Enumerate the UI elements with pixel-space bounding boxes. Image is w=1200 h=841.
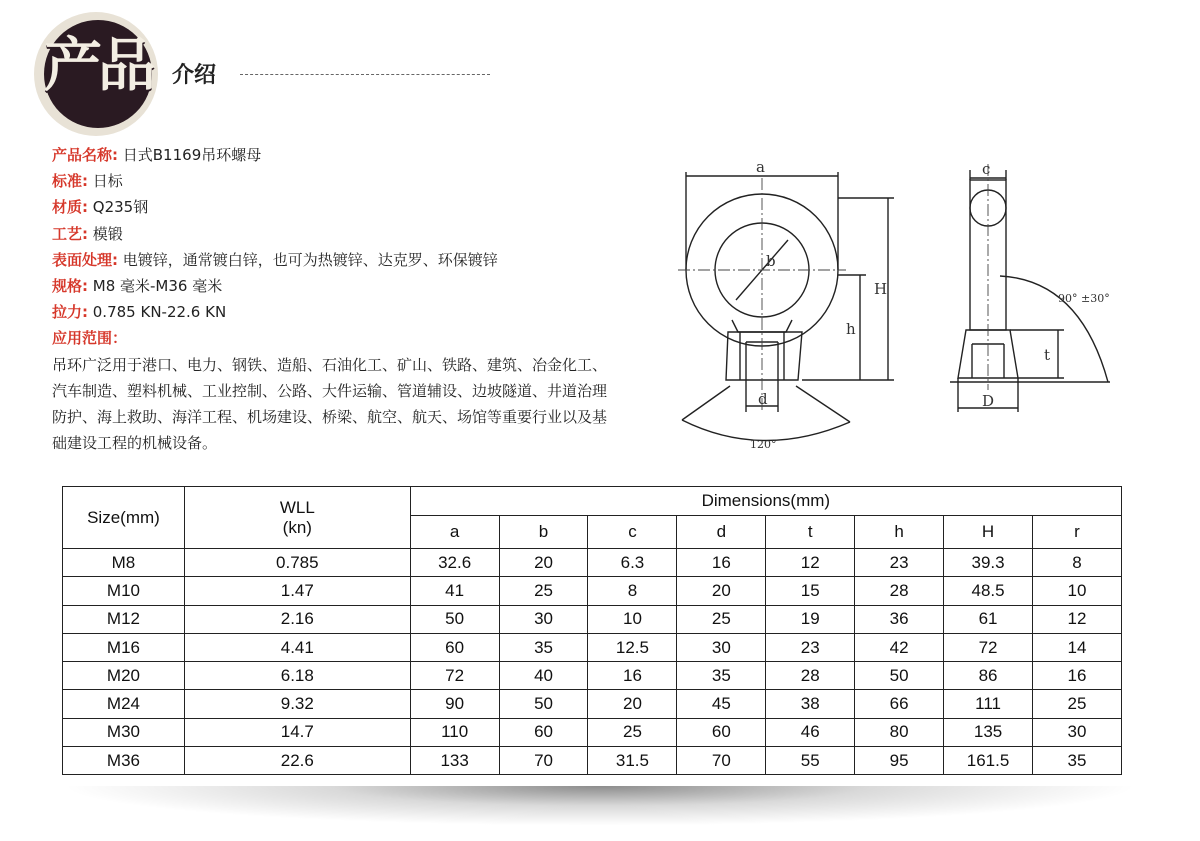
dimension-cell: 10 (1033, 577, 1122, 605)
info-label: 表面处理: (52, 250, 118, 269)
dimension-cell: 111 (944, 690, 1033, 718)
info-value: 0.785 KN-22.6 KN (88, 303, 227, 322)
dim-column-header: h (855, 516, 944, 549)
dimension-cell: 48.5 (944, 577, 1033, 605)
table-row (63, 605, 1122, 633)
dimension-cell: 31.5 (588, 747, 677, 775)
info-label: 规格: (52, 277, 88, 296)
dimension-cell: 50 (499, 690, 588, 718)
dimension-cell: 95 (855, 747, 944, 775)
info-label: 工艺: (52, 224, 88, 243)
size-cell: M30 (63, 718, 185, 746)
dimension-cell: 12.5 (588, 633, 677, 661)
info-label: 标准: (52, 172, 88, 191)
info-value: 日式B1169吊环螺母 (118, 146, 262, 164)
dimension-cell: 61 (944, 605, 1033, 633)
dimension-cell: 60 (499, 718, 588, 746)
eye-nut-drawing (660, 150, 1140, 460)
dimension-cell: 28 (766, 662, 855, 690)
dimension-cell: 110 (410, 718, 499, 746)
size-cell: M20 (63, 662, 185, 690)
dim-label-h: h (846, 320, 856, 338)
dimension-cell: 135 (944, 718, 1033, 746)
header-subtitle: 介绍 (172, 63, 217, 88)
wll-header (184, 487, 410, 549)
dim-column-header: r (1033, 516, 1122, 549)
dimensions-header: Dimensions(mm) (410, 487, 1121, 516)
wll-cell: 14.7 (184, 718, 410, 746)
table-header-row (63, 487, 1122, 516)
table-row (63, 577, 1122, 605)
scope-description: 吊环广泛用于港口、电力、钢铁、造船、石油化工、矿山、铁路、建筑、冶金化工、汽车制造、塑料机械、工业控制、公路、大件运输、管道辅设、边坡隧道、井道治理防护、海上救助、海洋工程、机场建设、桥梁、航空、航天、场馆等重要行业以及基础建设工程的机械设备。 (52, 355, 608, 453)
dimension-cell: 30 (677, 633, 766, 661)
header-badge-text: 产品 (44, 31, 153, 99)
dimension-cell: 35 (1033, 747, 1122, 775)
dimension-cell: 23 (855, 549, 944, 577)
dimension-cell: 16 (588, 662, 677, 690)
dimension-cell: 90 (410, 690, 499, 718)
bottom-shadow (60, 786, 1140, 826)
dimension-cell: 86 (944, 662, 1033, 690)
dim-label-b: b (766, 252, 776, 270)
wll-header-unit: (kn) (282, 517, 312, 537)
info-label: 产品名称: (52, 146, 118, 164)
wll-header-label: WLL (279, 497, 315, 517)
dimension-cell: 55 (766, 747, 855, 775)
dimension-cell: 36 (855, 605, 944, 633)
dimension-cell: 66 (855, 690, 944, 718)
dimension-cell: 70 (677, 747, 766, 775)
dim-label-a: a (756, 158, 765, 176)
dimension-cell: 45 (677, 690, 766, 718)
dim-label-D: D (982, 392, 995, 410)
dimension-cell: 25 (588, 718, 677, 746)
dimension-cell: 60 (677, 718, 766, 746)
dimension-cell: 25 (677, 605, 766, 633)
dim-label-t: t (1044, 346, 1051, 364)
info-value: Q235钢 (88, 198, 149, 217)
info-row-surface (52, 247, 612, 273)
dimension-cell: 161.5 (944, 747, 1033, 775)
dimension-cell: 72 (944, 633, 1033, 661)
table-row (63, 633, 1122, 661)
table-row (63, 718, 1122, 746)
wll-cell: 1.47 (184, 577, 410, 605)
info-row-spec (52, 273, 612, 299)
dimension-cell: 19 (766, 605, 855, 633)
dim-label-c: c (982, 160, 991, 178)
dim-label-d: d (758, 390, 768, 408)
dimension-cell: 20 (677, 577, 766, 605)
dimension-cell: 20 (499, 549, 588, 577)
dimension-cell: 25 (1033, 690, 1122, 718)
dim-column-header: d (677, 516, 766, 549)
dimension-cell: 50 (855, 662, 944, 690)
dimension-cell: 70 (499, 747, 588, 775)
spec-table (62, 486, 1122, 775)
dimension-cell: 20 (588, 690, 677, 718)
info-value: 电镀锌，通常镀白锌，也可为热镀锌、达克罗、环保镀锌 (118, 250, 498, 269)
front-nut-body (726, 332, 802, 380)
info-value: 模锻 (88, 224, 123, 243)
info-row-standard (52, 168, 612, 194)
wll-cell: 2.16 (184, 605, 410, 633)
wll-cell: 0.785 (184, 549, 410, 577)
size-cell: M16 (63, 633, 185, 661)
dimension-cell: 16 (1033, 662, 1122, 690)
dimension-cell: 39.3 (944, 549, 1033, 577)
size-cell: M8 (63, 549, 185, 577)
dimension-cell: 35 (677, 662, 766, 690)
dimension-cell: 14 (1033, 633, 1122, 661)
dimension-cell: 25 (499, 577, 588, 605)
header-divider (240, 74, 490, 75)
dimension-cell: 10 (588, 605, 677, 633)
table-row (63, 747, 1122, 775)
angle-label-120: 120° (750, 438, 777, 451)
dim-column-header: t (766, 516, 855, 549)
dimension-cell: 8 (1033, 549, 1122, 577)
size-header: Size(mm) (63, 487, 185, 549)
dimension-cell: 60 (410, 633, 499, 661)
angle-label-90: 90° ±30° (1058, 292, 1110, 305)
info-row-process (52, 221, 612, 247)
info-row-scope (52, 325, 612, 351)
wll-cell: 9.32 (184, 690, 410, 718)
wll-cell: 6.18 (184, 662, 410, 690)
dim-label-H: H (874, 280, 888, 298)
dim-column-header: H (944, 516, 1033, 549)
dim-column-header: c (588, 516, 677, 549)
table-row (63, 690, 1122, 718)
dimension-cell: 38 (766, 690, 855, 718)
dimension-cell: 12 (1033, 605, 1122, 633)
dimension-cell: 72 (410, 662, 499, 690)
dim-column-header: b (499, 516, 588, 549)
table-row (63, 662, 1122, 690)
dimension-cell: 41 (410, 577, 499, 605)
wll-cell: 4.41 (184, 633, 410, 661)
info-value: M8 毫米-M36 毫米 (88, 277, 223, 296)
dim-column-header: a (410, 516, 499, 549)
product-info (52, 142, 612, 456)
table-row (63, 549, 1122, 577)
dimension-cell: 30 (499, 605, 588, 633)
dimension-cell: 40 (499, 662, 588, 690)
info-label: 材质: (52, 198, 88, 217)
scope-label: 应用范围： (52, 329, 128, 348)
dimension-cell: 28 (855, 577, 944, 605)
size-cell: M10 (63, 577, 185, 605)
dimension-cell: 133 (410, 747, 499, 775)
info-row-tension (52, 299, 612, 325)
size-cell: M12 (63, 605, 185, 633)
wll-cell: 22.6 (184, 747, 410, 775)
dimension-cell: 42 (855, 633, 944, 661)
dimension-cell: 15 (766, 577, 855, 605)
dimension-cell: 6.3 (588, 549, 677, 577)
dimension-cell: 16 (677, 549, 766, 577)
dimension-cell: 80 (855, 718, 944, 746)
spec-table-body (63, 549, 1122, 775)
size-cell: M24 (63, 690, 185, 718)
size-cell: M36 (63, 747, 185, 775)
info-label: 拉力: (52, 303, 88, 322)
info-value: 日标 (88, 172, 123, 191)
dimension-cell: 30 (1033, 718, 1122, 746)
dimension-cell: 32.6 (410, 549, 499, 577)
info-row-material (52, 194, 612, 220)
dimension-cell: 12 (766, 549, 855, 577)
dimension-cell: 8 (588, 577, 677, 605)
dimension-cell: 50 (410, 605, 499, 633)
dimension-cell: 46 (766, 718, 855, 746)
info-row-name (52, 142, 612, 168)
dimension-cell: 23 (766, 633, 855, 661)
dimension-cell: 35 (499, 633, 588, 661)
